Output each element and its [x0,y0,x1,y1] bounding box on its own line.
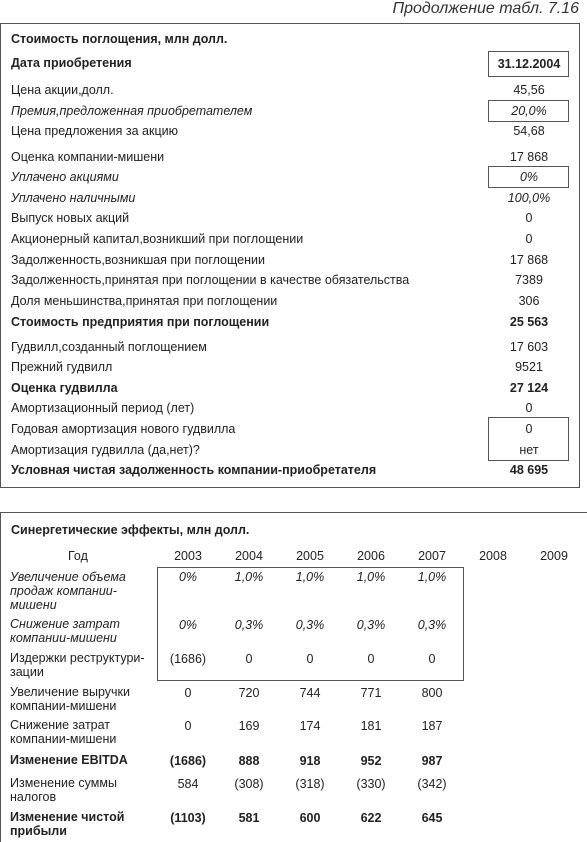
cell: 987 [421,754,443,768]
row-label: Дата приобретения [11,56,132,70]
row-label: Прежний гудвилл [11,360,113,374]
row-value: 0 [525,211,533,225]
cell: 0 [245,652,253,666]
row-label: Цена акции,долл. [11,83,114,97]
synergy-row-label: Снижение затрат компании-мишени [10,617,120,645]
cell: 174 [299,719,321,733]
cell: 0 [428,652,436,666]
year-header: 2007 [418,549,446,563]
cell: 800 [421,686,443,700]
row-value: 9521 [515,360,543,374]
row-label: Амортизация гудвилла (да,нет)? [11,443,200,457]
row-label: Годовая амортизация нового гудвилла [11,422,236,436]
row-value: 25 563 [509,315,549,329]
row-value: 27 124 [509,381,549,395]
cell: 888 [238,754,260,768]
synergy-row-label: Снижение затрат компании-мишени [10,718,117,746]
row-value: 17 868 [509,150,549,164]
cell: 720 [238,686,260,700]
cell: (1686) [169,652,207,666]
cell: (1103) [170,811,206,825]
row-label: Уплачено наличными [11,191,136,205]
cell: 0,3% [417,618,447,632]
cell: 1,0% [295,570,325,584]
synergy-row-label: Издержки реструктури- зации [10,651,145,679]
cell: 187 [421,719,443,733]
row-label: Задолженность,принятая при поглощении в качестве обязательства [11,273,410,287]
row-value: 0 [525,422,533,436]
row-value: 306 [518,294,540,308]
row-value: 48 695 [509,463,549,477]
row-value: нет [519,443,539,457]
cell: 0 [367,652,375,666]
continuation-caption: Продолжение табл. 7.16 [392,0,579,17]
synergy-title: Синергетические эффекты, млн долл. [11,523,250,537]
cell: 0,3% [234,618,264,632]
synergy-row-label: Изменение суммы налогов [10,776,117,804]
cell: (308) [234,777,264,791]
year-header: 2004 [235,549,263,563]
row-value: 17 603 [509,340,549,354]
row-label: Гудвилл,созданный поглощением [11,340,207,354]
cell: 0 [306,652,314,666]
cell: 0% [178,618,198,632]
row-value: 7389 [515,273,543,287]
row-label: Стоимость предприятия при поглощении [11,315,270,329]
cell: (1686) [169,754,207,768]
row-label: Уплачено акциями [11,170,119,184]
row-value: 0 [525,401,533,415]
row-label: Оценка компании-мишени [11,150,165,164]
year-header: 2008 [479,549,507,563]
row-label: Выпуск новых акций [11,211,130,225]
cell: 622 [360,811,382,825]
year-header: 2009 [540,549,568,563]
cell: 645 [421,811,443,825]
row-value: 45,56 [513,83,545,97]
row-label: Премия,предложенная приобретателем [11,104,253,118]
cell: 0 [184,719,192,733]
row-value: 17 868 [509,253,549,267]
row-value: 20,0% [511,104,547,118]
year-header-label: Год [68,549,88,563]
row-value: 54,68 [513,124,545,138]
cell: 1,0% [417,570,447,584]
row-value: 100,0% [507,191,551,205]
cell: 584 [177,777,199,791]
cell: 952 [360,754,382,768]
row-label: Амортизационный период (лет) [11,401,195,415]
synergy-row-label: Увеличение выручки компании-мишени [10,685,130,713]
cell: (330) [356,777,386,791]
cell: 181 [360,719,382,733]
cell: 1,0% [234,570,264,584]
cell: 0% [178,570,198,584]
year-header: 2005 [296,549,324,563]
row-label: Акционерный капитал,возникший при поглощении [11,232,304,246]
row-label: Цена предложения за акцию [11,124,178,138]
acquisition-title: Стоимость поглощения, млн долл. [11,32,228,46]
synergy-row-label: Изменение чистой прибыли [10,810,125,838]
cell: 169 [238,719,260,733]
row-value: 31.12.2004 [497,57,561,71]
year-header: 2003 [174,549,202,563]
cell: 0 [184,686,192,700]
cell: (342) [417,777,447,791]
cell: 918 [299,754,321,768]
cell: 0,3% [295,618,325,632]
synergy-row-label: Изменение EBITDA [10,753,128,767]
row-label: Оценка гудвилла [11,381,118,395]
synergy-row-label: Увеличение объема продаж компании- мишени [10,570,126,612]
row-value: 0% [519,170,539,184]
cell: 744 [299,686,321,700]
cell: 1,0% [356,570,386,584]
row-value: 0 [525,232,533,246]
cell: (318) [295,777,325,791]
row-label: Доля меньшинства,принятая при поглощении [11,294,278,308]
year-header: 2006 [357,549,385,563]
cell: 600 [299,811,321,825]
cell: 771 [360,686,382,700]
row-label: Условная чистая задолженность компании-приобретателя [11,463,377,477]
cell: 581 [238,811,260,825]
cell: 0,3% [356,618,386,632]
row-label: Задолженность,возникшая при поглощении [11,253,265,267]
